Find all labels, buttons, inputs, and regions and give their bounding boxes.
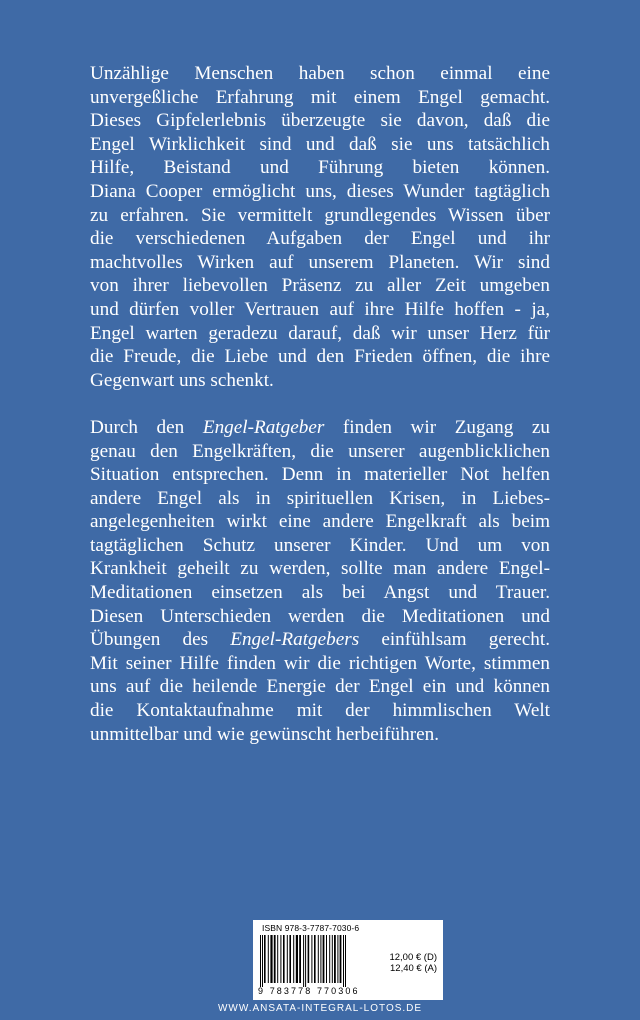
barcode-bar [289,935,291,983]
barcode-bar [303,935,304,987]
barcode-bar [277,935,278,983]
blurb-line [90,251,550,275]
barcode-bar [337,935,338,983]
text-run: tagtäglichen Schutz unserer Kinder. Und um von [90,534,550,556]
price-austria: 12,40 € (A) [390,963,437,974]
blurb-line [90,227,550,251]
barcode-bar [323,935,325,983]
text-run: Meditationen einsetzen als bei Angst und Trauer. [90,582,550,604]
text-run: zu erfahren. Sie vermittelt grundlegendes Wissen über [90,204,550,226]
text-run: und dürfen voller Vertrauen auf ihre Hilfe hoffen - ja, [90,298,550,320]
barcode-bar [299,935,301,983]
blurb-line [90,204,550,228]
blurb-line [90,322,550,346]
barcode-bar [326,935,327,983]
barcode-bar [280,935,281,983]
barcode-bar [274,935,276,983]
barcode-bar [314,935,316,983]
price-germany: 12,00 € (D) [389,952,437,963]
barcode-bar [260,935,261,987]
blurb-line [90,699,550,723]
text-run: von ihrer liebevollen Präsenz zu aller Zeit umgeben [90,275,550,297]
text-run: die Freude, die Liebe und den Frieden öffnen, die ihre [90,346,550,368]
barcode-bar [318,935,319,983]
blurb-line [90,557,550,581]
blurb-line [90,510,550,534]
blurb-line [90,463,550,487]
blurb-line [90,180,550,204]
blurb-line [90,62,550,86]
book-title-emphasis: Engel-Ratgeber [202,416,325,438]
publisher-website: WWW.ANSATA-INTEGRAL-LOTOS.DE [217,1003,423,1014]
barcode-bar [340,935,342,983]
blurb-line [90,274,550,298]
text-run: Übungen des [90,629,231,651]
blurb-line [90,675,550,699]
barcode-bar [287,935,288,983]
barcode-bar [308,935,310,983]
barcode-bar [268,935,269,983]
text-run: Diesen Unterschieden werden die Meditationen und [90,605,550,627]
text-run: finden wir Zugang zu [324,416,550,438]
blurb-paragraph [90,416,550,746]
text-run: Engel Wirklichkeit sind und daß sie uns tatsächlich [90,133,550,155]
blurb-line [90,534,550,558]
blurb-line [90,487,550,511]
barcode-image [258,935,388,987]
isbn-label: ISBN 978-3-7787-7030-6 [262,923,360,933]
blurb-line [90,86,550,110]
barcode-bar [343,935,344,987]
book-title-emphasis: Engel-Ratgebers [230,629,360,651]
text-run: unmittelbar und wie gewünscht herbeiführen. [90,723,440,745]
blurb-line [90,345,550,369]
blurb-line [90,628,550,652]
blurb-line [90,440,550,464]
text-run: andere Engel als in spirituellen Krisen, in Liebes- [90,487,550,509]
text-run: Engel warten geradezu darauf, daß wir unser Herz für [90,322,550,344]
text-run: unvergeßliche Erfahrung mit einem Engel gemacht. [90,86,550,108]
text-run: genau den Engelkräften, die unserer augenblicklichen [90,440,550,462]
text-run: uns auf die heilende Energie der Engel ein und können [90,676,550,698]
barcode-bar [293,935,294,983]
text-run: Hilfe, Beistand und Führung bieten können. [90,157,550,179]
barcode-bar [311,935,312,983]
barcode-bar [270,935,272,983]
text-run: einfühlsam gerecht. [359,629,551,651]
text-run: Diana Cooper ermöglicht uns, dieses Wunder tagtäglich [90,180,550,202]
barcode-bar [329,935,330,983]
text-run: angelegenheiten wirkt eine andere Engelkraft als beim [90,511,550,533]
barcode-bar [320,935,321,983]
text-run: Durch den [90,416,203,438]
barcode-digits: 9 783778 770306 [258,986,360,996]
text-run: die Kontaktaufnahme mit der himmlischen Welt [90,700,550,722]
barcode-bar [345,935,346,987]
barcode-label [253,920,443,1000]
text-run: Unzählige Menschen haben schon einmal eine [90,63,550,84]
blurb-line [90,581,550,605]
barcode-bar [283,935,285,983]
barcode-bar [334,935,336,983]
barcode-bar [264,935,266,983]
text-run: Krankheit geheilt zu werden, sollte man andere Engel- [90,558,550,580]
blurb-line [90,133,550,157]
blurb-line [90,416,550,440]
text-run: Gegenwart uns schenkt. [90,369,274,391]
text-run: Dieses Gipfelerlebnis überzeugte sie davon, daß die [90,110,550,132]
blurb-line [90,652,550,676]
price-block [389,952,437,974]
text-run: Situation entsprechen. Denn in materieller Not helfen [90,464,550,486]
barcode-bar [296,935,298,983]
blurb-line [90,109,550,133]
blurb-line [90,723,550,747]
text-run: machtvolles Wirken auf unserem Planeten. Wir sind [90,251,550,273]
blurb-text [90,62,550,746]
blurb-paragraph [90,62,550,392]
text-run: Mit seiner Hilfe finden wir die richtigen Worte, stimmen [90,652,550,674]
text-run: die verschiedenen Aufgaben der Engel und ihr [90,228,550,250]
blurb-line [90,298,550,322]
barcode-bar [262,935,263,987]
blurb-line [90,369,550,393]
blurb-line [90,156,550,180]
blurb-line [90,605,550,629]
barcode-bar [305,935,306,987]
barcode-bar [332,935,333,983]
